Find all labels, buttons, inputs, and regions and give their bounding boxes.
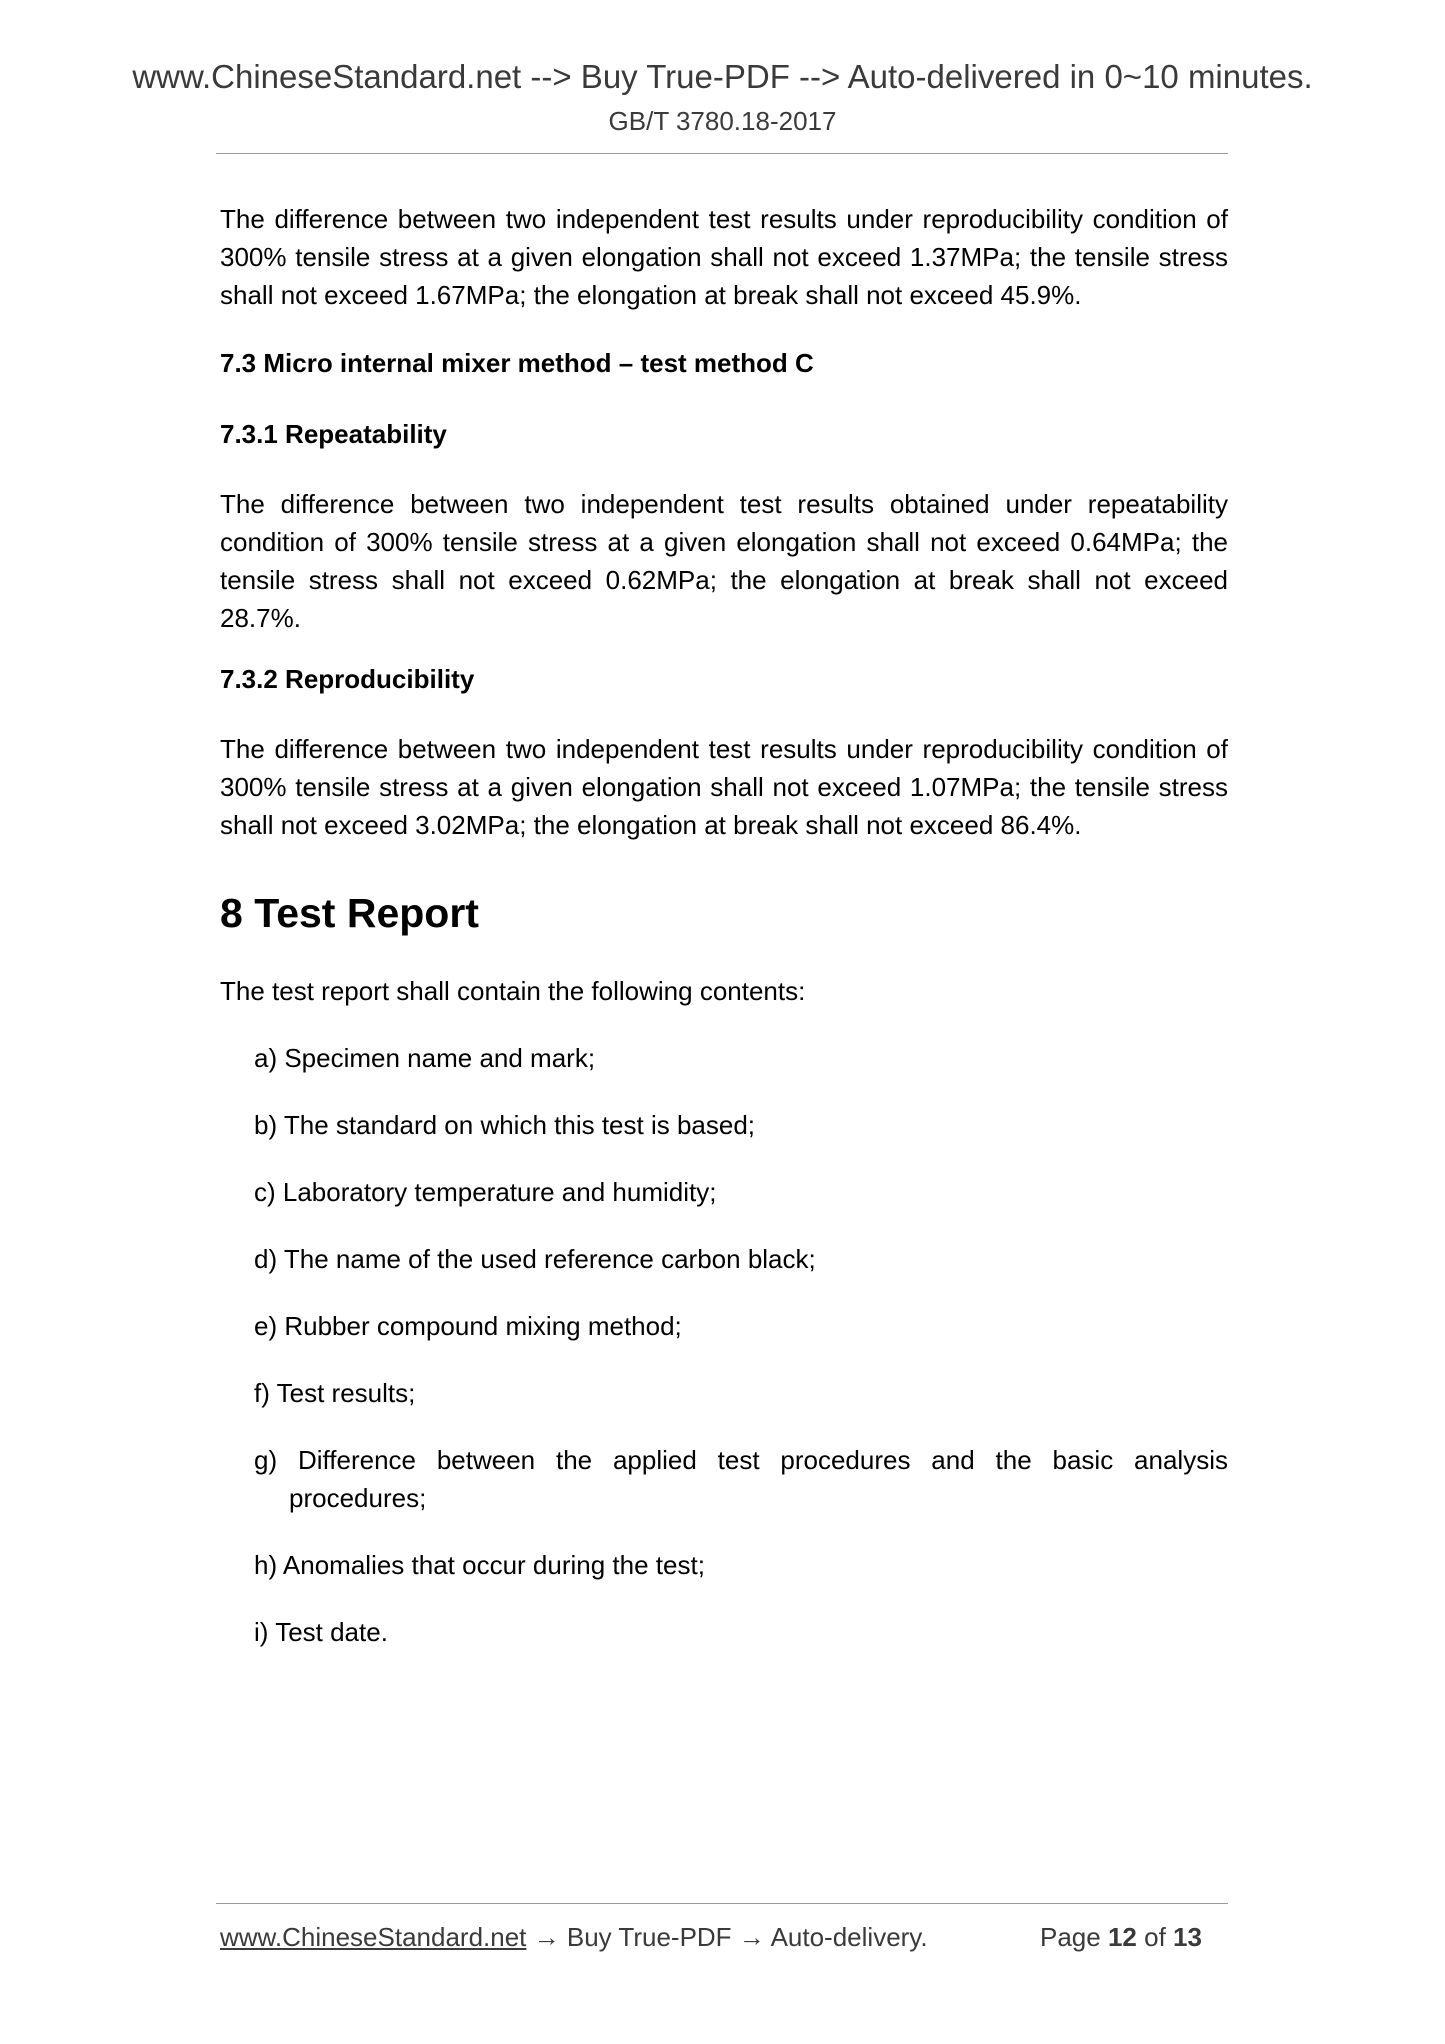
footer-website-link[interactable]: www.ChineseStandard.net <box>220 1922 527 1952</box>
page-indicator <box>1040 1922 1202 1953</box>
page-total: 13 <box>1173 1922 1202 1952</box>
report-contents-list <box>220 1039 1228 1651</box>
page-current: 12 <box>1107 1922 1137 1952</box>
heading-7-3: 7.3 Micro internal mixer method – test method C <box>220 348 814 378</box>
page-content <box>220 200 1228 1651</box>
paragraph-reproducibility-7-3-2: The difference between two independent test results under reproducibility condition of 300% tensile stress at a given elongation shall not exceed 1.07MPa; the tensile stress shall not exceed 3.02MPa; the elongation at break shall not exceed 86.4%. <box>220 734 1228 840</box>
paragraph-reproducibility-7-2: The difference between two independent test results under reproducibility condition of 300% tensile stress at a given elongation shall not exceed 1.37MPa; the tensile stress shall not exceed 1.67MPa; the elongation at break shall not exceed 45.9%. <box>220 204 1228 310</box>
list-item: d) The name of the used reference carbon black; <box>254 1244 816 1274</box>
page-of-label: of <box>1144 1922 1166 1952</box>
list-item: e) Rubber compound mixing method; <box>254 1311 682 1341</box>
footer-promo-text: → Buy True-PDF → Auto-delivery. <box>526 1922 928 1952</box>
list-item: a) Specimen name and mark; <box>254 1043 596 1073</box>
paragraph-report-intro: The test report shall contain the following contents: <box>220 976 806 1006</box>
footer-promo <box>220 1922 928 1953</box>
footer-divider <box>216 1903 1228 1904</box>
list-item: i) Test date. <box>254 1617 388 1647</box>
list-item: f) Test results; <box>254 1378 416 1408</box>
list-item: c) Laboratory temperature and humidity; <box>254 1177 717 1207</box>
header-banner: www.ChineseStandard.net --> Buy True-PDF --> Auto-delivered in 0~10 minutes. <box>132 58 1313 95</box>
paragraph-repeatability: The difference between two independent test results obtained under repeatability condition of 300% tensile stress at a given elongation shall not exceed 0.64MPa; the tensile stress shall not exceed 0.62MPa; the elongation at break shall not exceed 28.7%. <box>220 489 1228 633</box>
page-label: Page <box>1040 1922 1101 1952</box>
header-divider <box>216 153 1228 154</box>
heading-8-test-report: 8 Test Report <box>220 890 479 936</box>
list-item: g) Difference between the applied test procedures and the basic analysis procedures; <box>254 1445 1228 1513</box>
document-code: GB/T 3780.18-2017 <box>608 106 837 136</box>
heading-7-3-1: 7.3.1 Repeatability <box>220 419 447 449</box>
heading-7-3-2: 7.3.2 Reproducibility <box>220 664 475 694</box>
list-item: h) Anomalies that occur during the test; <box>254 1550 705 1580</box>
list-item: b) The standard on which this test is based; <box>254 1110 756 1140</box>
